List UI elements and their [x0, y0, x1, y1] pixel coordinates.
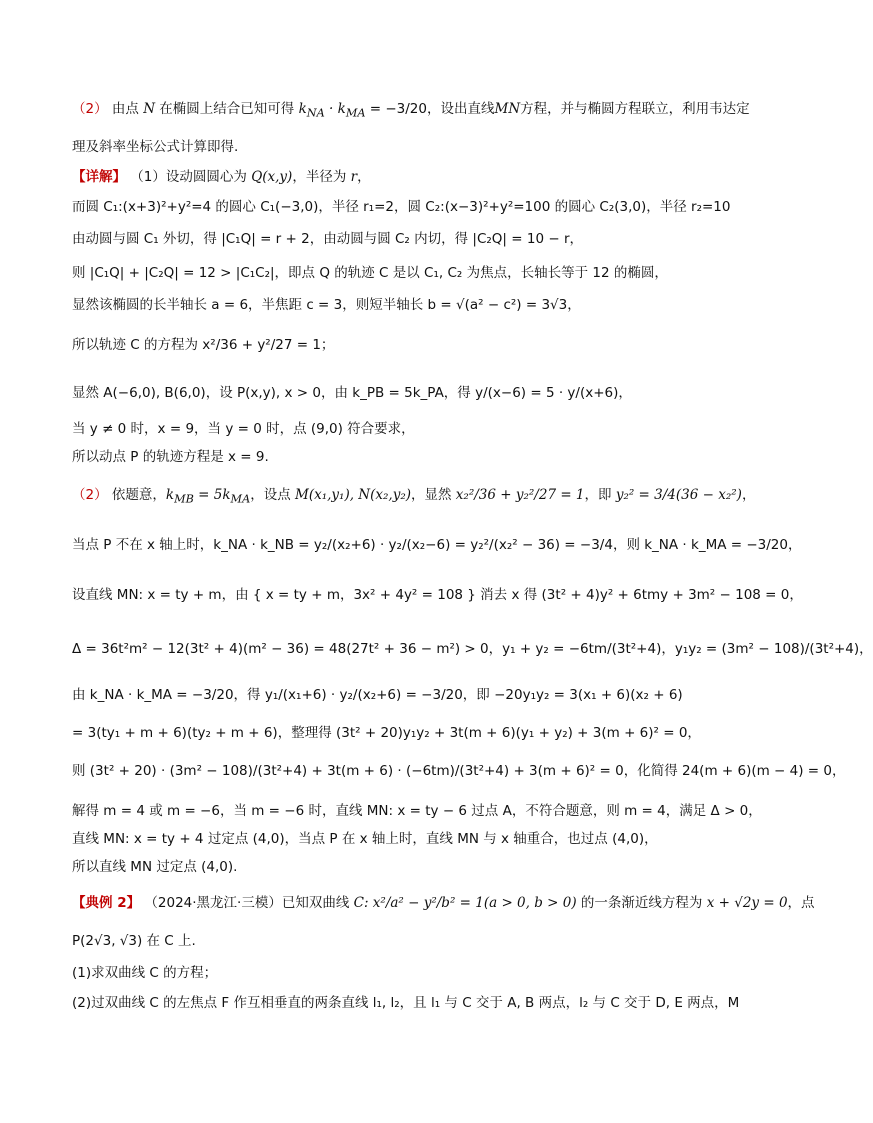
text-line: 显然 A(−6,0), B(6,0)，设 P(x,y), x > 0，由 k_PB = 5k_PA，得 y/(x−6) = 5 · y/(x+6)， [72, 385, 632, 401]
text-line: = 3(ty₁ + m + 6)(ty₂ + m + 6)，整理得 (3t² + 20)y₁y₂ + 3t(m + 6)(y₁ + y₂) + 3(m + 6)² = 0， [72, 725, 701, 741]
text-line: 而圆 C₁:(x+3)²+y²=4 的圆心 C₁(−3,0)，半径 r₁=2，圆 C₂:(x−3)²+y²=100 的圆心 C₂(3,0)，半径 r₂=10 [72, 199, 731, 215]
text-line: 直线 MN: x = ty + 4 过定点 (4,0)，当点 P 在 x 轴上时，直线 MN 与 x 轴重合，也过点 (4,0)， [72, 831, 658, 847]
text-line: 设直线 MN: x = ty + m，由 { x = ty + m，3x² + 4y² = 108 } 消去 x 得 (3t² + 4)y² + 6tmy + 3m² − 108 = 0， [72, 587, 803, 603]
text-line: 则 (3t² + 20) · (3m² − 108)/(3t²+4) + 3t(m + 6) · (−6tm)/(3t²+4) + 3(m + 6)² = 0，化简得 24(m + 6)(m − 4) = 0， [72, 763, 846, 779]
text-line: 所以直线 MN 过定点 (4,0). [72, 859, 238, 875]
text-line: 则 |C₁Q| + |C₂Q| = 12 > |C₁C₂|，即点 Q 的轨迹 C 是以 C₁, C₂ 为焦点，长轴长等于 12 的椭圆， [72, 265, 668, 281]
text-line: 解得 m = 4 或 m = −6，当 m = −6 时，直线 MN: x = ty − 6 过点 A，不符合题意，则 m = 4，满足 Δ > 0， [72, 803, 762, 819]
text-line: 由 k_NA · k_MA = −3/20，得 y₁/(x₁+6) · y₂/(x₂+6) = −3/20，即 −20y₁y₂ = 3(x₁ + 6)(x₂ + 6) [72, 687, 683, 703]
text-line: P(2√3, √3) 在 C 上. [72, 933, 196, 949]
text-line: (1)求双曲线 C 的方程； [72, 965, 218, 981]
text-line [72, 166, 754, 188]
part-label: （2） [72, 487, 108, 503]
line-body: （2024·黑龙江·三模）已知双曲线 C: x²/a² − y²/b² = 1(a > 0, b > 0) 的一条渐近线方程为 x + √2y = 0，点 [144, 895, 815, 911]
detail-label: 【详解】 [72, 169, 126, 185]
example-label: 【典例 2】 [72, 895, 141, 911]
text-line: 显然该椭圆的长半轴长 a = 6，半焦距 c = 3，则短半轴长 b = √(a² − c²) = 3√3， [72, 297, 581, 313]
text-line: Δ = 36t²m² − 12(3t² + 4)(m² − 36) = 48(27t² + 36 − m²) > 0，y₁ + y₂ = −6tm/(3t²+4)，y₁y₂ = (3m² − 108)/(3t²+4)， [72, 641, 873, 657]
part-label: （2） [72, 101, 108, 117]
text-line: 理及斜率坐标公式计算即得. [72, 139, 239, 155]
text-line: 所以动点 P 的轨迹方程是 x = 9. [72, 449, 269, 465]
text-line: 当点 P 不在 x 轴上时，k_NA · k_NB = y₂/(x₂+6) · y₂/(x₂−6) = y₂²/(x₂² − 36) = −3/4，则 k_NA · k_MA = −3/20， [72, 537, 802, 553]
line-body: 依题意，$k_{MB} = 5k_{MA}$，设点 M(x₁,y₁), N(x₂,y₂)，显然 x₂²/36 + y₂²/27 = 1，即 y₂² = 3/4(36 − x₂²)， [111, 487, 756, 506]
line-body: （1）设动圆圆心为 Q(x,y)，半径为 r， [130, 169, 371, 185]
text-line [72, 892, 815, 914]
text-line: (2)过双曲线 C 的左焦点 F 作互相垂直的两条直线 l₁, l₂，且 l₁ 与 C 交于 A, B 两点，l₂ 与 C 交于 D, E 两点，M [72, 995, 740, 1011]
text-line: 由动圆与圆 C₁ 外切，得 |C₁Q| = r + 2，由动圆与圆 C₂ 内切，得 |C₂Q| = 10 − r， [72, 231, 583, 247]
text-line [72, 484, 754, 511]
text-line: 所以轨迹 C 的方程为 x²/36 + y²/27 = 1； [72, 337, 335, 353]
text-line [72, 98, 754, 125]
line-body: 由点 N 在椭圆上结合已知可得 $k_{NA} \cdot k_{MA} = -3/20$，设出直线MN方程，并与椭圆方程联立，利用韦达定 [111, 101, 750, 120]
text-line: 当 y ≠ 0 时，x = 9，当 y = 0 时，点 (9,0) 符合要求， [72, 421, 415, 437]
